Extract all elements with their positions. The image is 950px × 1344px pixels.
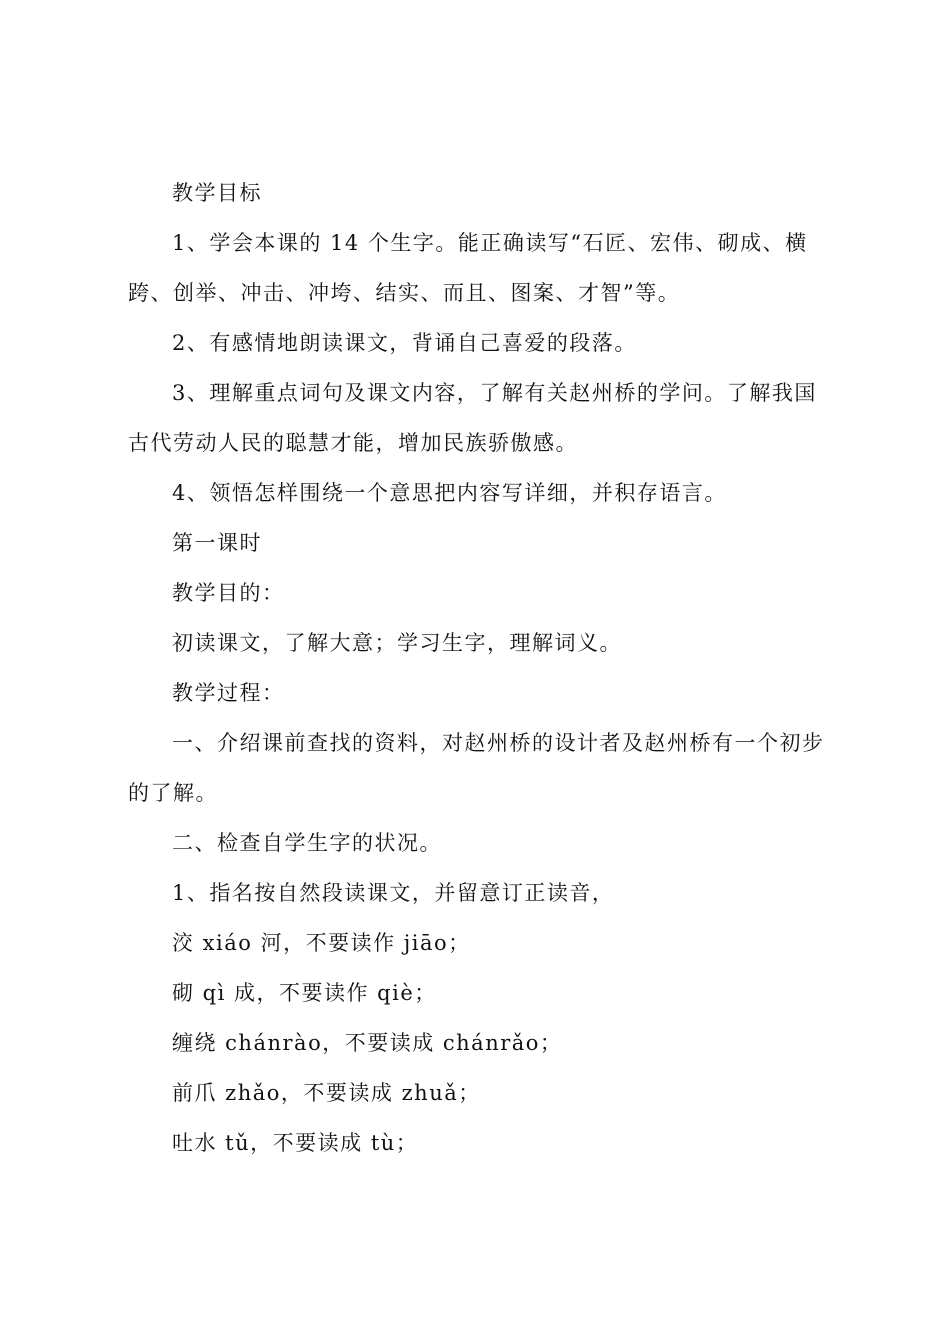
heading-teaching-goals: 教学目标 xyxy=(172,181,262,205)
section-first-lesson: 第一课时 xyxy=(172,531,262,555)
pronunciation-note: 吐水 tǔ，不要读成 tù； xyxy=(172,1131,419,1155)
process-substep-1: 1、指名按自然段读课文，并留意订正读音， xyxy=(172,881,615,905)
process-step-2: 二、检查自学生字的状况。 xyxy=(172,831,442,855)
goal-item-4: 4、领悟怎样围绕一个意思把内容写详细，并积存语言。 xyxy=(172,481,727,505)
goal-item-2: 2、有感情地朗读课文，背诵自己喜爱的段落。 xyxy=(172,331,637,355)
goal-item-3: 3、理解重点词句及课文内容，了解有关赵州桥的学问。了解我国古代劳动人民的聪慧才能，增加民族骄傲感。 xyxy=(128,381,817,455)
pronunciation-note: 洨 xiáo 河，不要读作 jiāo； xyxy=(172,931,471,955)
document-body xyxy=(128,168,834,1168)
pronunciation-note: 缠绕 chánrào，不要读成 chánrǎo； xyxy=(172,1031,563,1055)
heading-teaching-purpose: 教学目的： xyxy=(172,581,285,605)
process-step-1: 一、介绍课前查找的资料，对赵州桥的设计者及赵州桥有一个初步的了解。 xyxy=(128,731,825,805)
teaching-purpose-text: 初读课文，了解大意；学习生字，理解词义。 xyxy=(172,631,622,655)
goal-item-1: 1、学会本课的 14 个生字。能正确读写“石匠、宏伟、砌成、横跨、创举、冲击、冲垮、结实、而且、图案、才智”等。 xyxy=(128,231,808,305)
pronunciation-note: 砌 qì 成，不要读作 qiè； xyxy=(172,981,437,1005)
pronunciation-note: 前爪 zhǎo，不要读成 zhuǎ； xyxy=(172,1081,481,1105)
heading-teaching-process: 教学过程： xyxy=(172,681,285,705)
